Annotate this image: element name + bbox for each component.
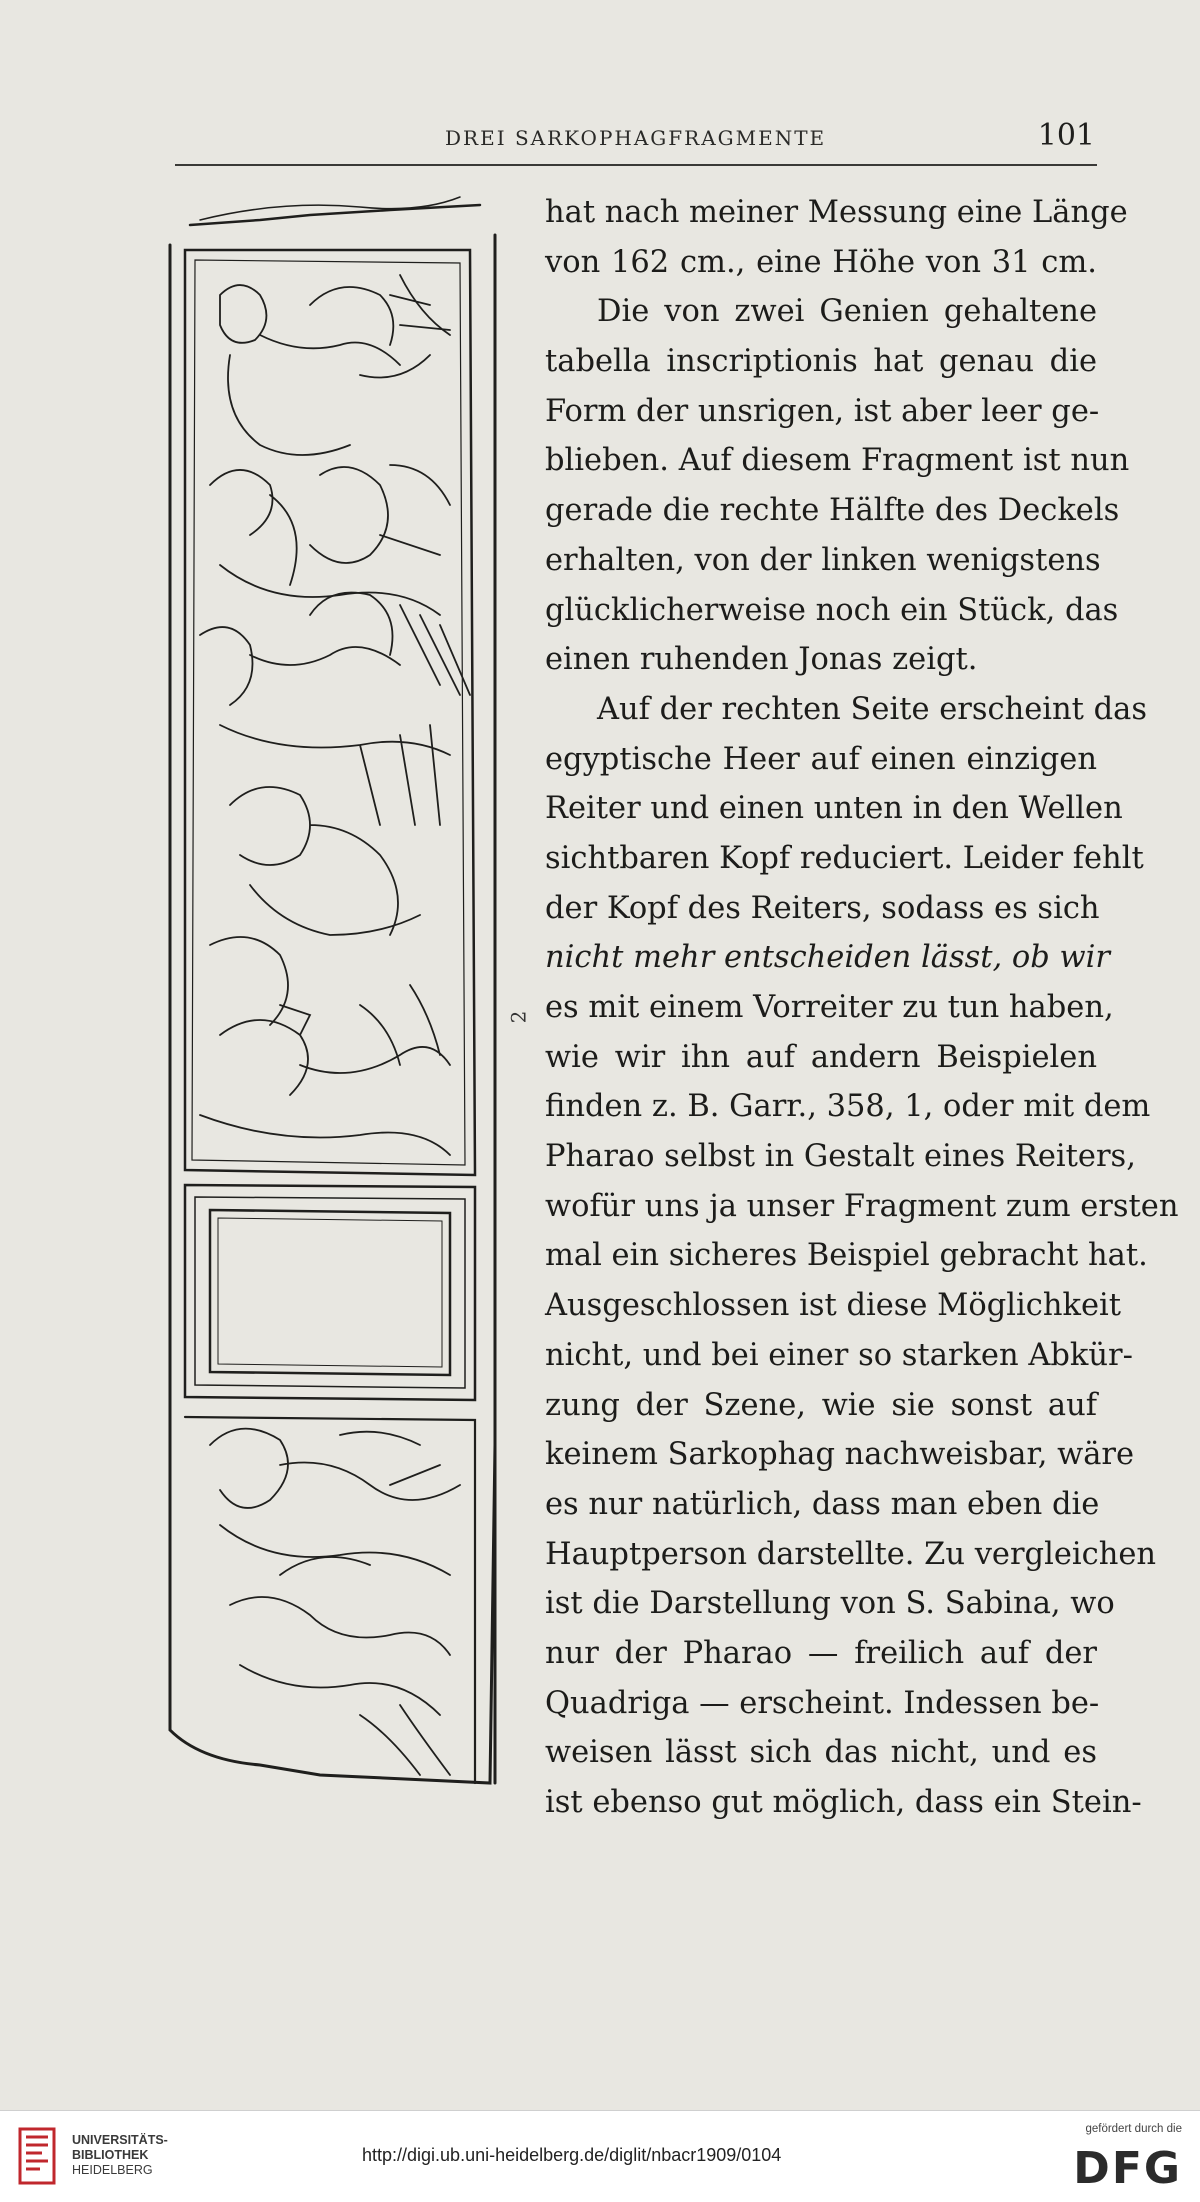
- text-line: nicht mehr entscheiden lässt, ob wir: [545, 940, 1110, 976]
- institution-line-3: HEIDELBERG: [72, 2163, 153, 2177]
- text-line: Ausgeschlossen ist diese Möglichkeit: [545, 1288, 1122, 1324]
- text-line: Quadriga — erscheint. Indessen be-: [545, 1685, 1100, 1721]
- text-line: Reiter und einen unten in den Wellen: [545, 791, 1123, 827]
- text-line: gerade die rechte Hälfte des Deckels: [545, 493, 1120, 529]
- tabella-inner-frame: [210, 1210, 450, 1375]
- text-line: es mit einem Vorreiter zu tun haben,: [545, 990, 1114, 1025]
- text-line: Auf der rechten Seite erscheint das: [597, 691, 1147, 727]
- text-line: ist ebenso gut möglich, dass ein Stein-: [545, 1785, 1142, 1820]
- drawing-svg: [160, 185, 515, 1825]
- text-line: wofür uns ja unser Fragment zum ersten: [545, 1188, 1179, 1224]
- text-line: von 162 cm., eine Höhe von 31 cm.: [545, 244, 1097, 280]
- text-line: hat nach meiner Messung eine Länge: [545, 195, 1128, 230]
- tabella-outer-frame: [185, 1185, 475, 1400]
- frame-outline: [170, 245, 495, 1783]
- figure-group-5: [200, 985, 450, 1155]
- institution-line-1: UNIVERSITÄTS-: [72, 2133, 168, 2147]
- text-line: erhalten, von der linken wenigstens: [545, 542, 1101, 578]
- text-line: keinem Sarkophag nachweisbar, wäre: [545, 1437, 1135, 1473]
- figure-group-2: [210, 465, 450, 615]
- body-text: [545, 188, 1179, 1828]
- text-line: weisen lässt sich das nicht, und es: [545, 1735, 1097, 1771]
- permalink-url[interactable]: http://digi.ub.uni-heidelberg.de/diglit/nbacr1909/0104: [362, 2145, 782, 2165]
- text-line: sichtbaren Kopf reduciert. Leider fehlt: [545, 840, 1144, 876]
- running-head: [175, 118, 1095, 158]
- sarcophagus-fragment-drawing: [160, 185, 515, 1825]
- text-line: Pharao selbst in Gestalt eines Reiters,: [545, 1139, 1136, 1175]
- header-rule: [175, 164, 1097, 166]
- page-number: 101: [1037, 118, 1095, 153]
- figure-group-3: [200, 593, 450, 826]
- text-line: Hauptperson darstellte. Zu vergleichen: [545, 1536, 1157, 1572]
- figure-number: 2: [506, 1010, 531, 1024]
- text-line: Form der unsrigen, ist aber leer ge-: [545, 393, 1100, 429]
- figure-group-4: [210, 787, 420, 1025]
- text-line: zung der Szene, wie sie sonst auf: [545, 1387, 1097, 1423]
- text-line: tabella inscriptionis hat genau die: [545, 344, 1097, 380]
- institution-name: [72, 2133, 168, 2178]
- dfg-logo: DFG: [1073, 2143, 1182, 2194]
- text-line: einen ruhenden Jonas zeigt.: [545, 642, 978, 678]
- text-line: finden z. B. Garr., 358, 1, oder mit dem: [545, 1089, 1151, 1125]
- funding-note: gefördert durch die: [1085, 2123, 1182, 2135]
- text-line: egyptische Heer auf einen einzigen: [545, 741, 1097, 777]
- text-line: der Kopf des Reiters, sodass es sich: [545, 890, 1100, 926]
- university-library-logo-icon: [12, 2125, 62, 2187]
- text-line: mal ein sicheres Beispiel gebracht hat.: [545, 1238, 1148, 1274]
- text-line: es nur natürlich, dass man eben die: [545, 1486, 1100, 1522]
- institution-line-2: BIBLIOTHEK: [72, 2148, 149, 2162]
- text-line: Die von zwei Genien gehaltene: [597, 294, 1097, 330]
- text-line: nur der Pharao — freilich auf der: [545, 1635, 1097, 1671]
- text-line: ist die Darstellung von S. Sabina, wo: [545, 1586, 1115, 1622]
- text-line: nicht, und bei einer so starken Abkür-: [545, 1337, 1133, 1373]
- reclining-jonas-figure: [210, 1429, 460, 1775]
- text-line: blieben. Auf diesem Fragment ist nun: [545, 443, 1130, 479]
- text-line: wie wir ihn auf andern Beispielen: [545, 1039, 1097, 1075]
- lower-panel-border: [185, 1417, 475, 1783]
- running-title: DREI SARKOPHAGFRAGMENTE: [445, 126, 827, 150]
- text-line: glücklicherweise noch ein Stück, das: [545, 592, 1119, 628]
- frame-top-edge: [190, 205, 480, 225]
- digitization-footer: [0, 2110, 1200, 2202]
